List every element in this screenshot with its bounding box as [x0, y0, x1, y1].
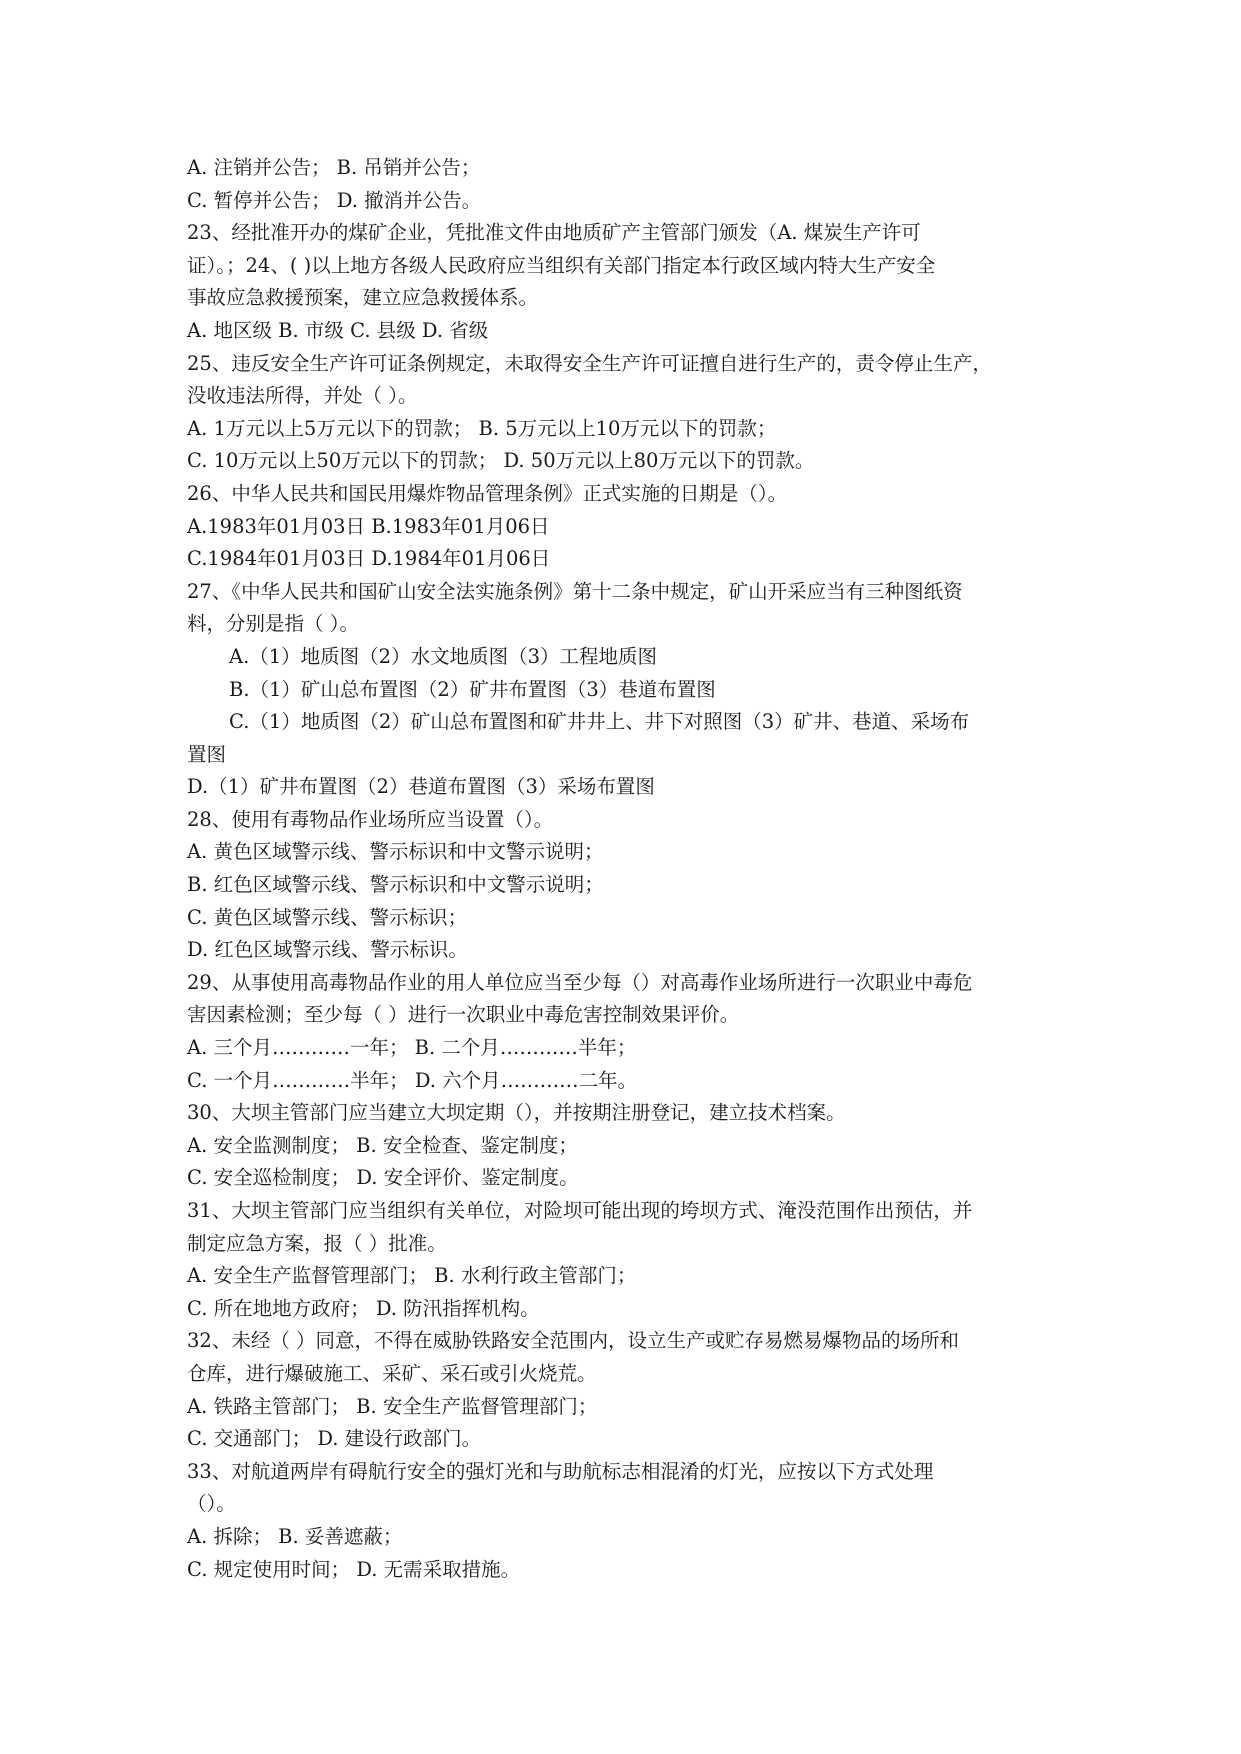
text-line: 没收违法所得，并处（ ）。 — [187, 384, 418, 408]
text-line: C. 暂停并公告； D. 撤消并公告。 — [187, 188, 482, 212]
options-line: C. 所在地地方政府； D. 防汛指挥机构。 — [187, 1296, 540, 1320]
option-c: C.（1）地质图（2）矿山总布置图和矿井井上、井下对照图（3）矿井、巷道、采场布 — [229, 710, 970, 734]
options-line: A. 铁路主管部门； B. 安全生产监督管理部门； — [187, 1394, 598, 1418]
text-line: 仓库，进行爆破施工、采矿、采石或引火烧荒。 — [187, 1361, 597, 1385]
question-27: 27、《中华人民共和国矿山安全法实施条例》第十二条中规定，矿山开采应当有三种图纸资 — [187, 579, 963, 603]
options-line: A. 拆除； B. 妥善遮蔽； — [187, 1524, 403, 1548]
question-32: 32、未经（ ）同意，不得在威胁铁路安全范围内，设立生产或贮存易燃易爆物品的场所和 — [187, 1329, 960, 1353]
options-line: A. 地区级 B. 市级 C. 县级 D. 省级 — [187, 318, 489, 342]
options-line: C. 一个月…………半年； D. 六个月…………二年。 — [187, 1068, 638, 1092]
options-line: C. 10万元以上50万元以下的罚款； D. 50万元以上80万元以下的罚款。 — [187, 449, 815, 473]
options-line: A. 三个月…………一年； B. 二个月…………半年； — [187, 1036, 637, 1060]
options-line: A. 安全生产监督管理部门； B. 水利行政主管部门； — [187, 1264, 637, 1288]
question-33: 33、对航道两岸有碍航行安全的强灯光和与助航标志相混淆的灯光，应按以下方式处理 — [187, 1459, 934, 1483]
question-31: 31、大坝主管部门应当组织有关单位，对险坝可能出现的垮坝方式、淹没范围作出预估，并 — [187, 1199, 973, 1222]
option-b: B. 红色区域警示线、警示标识和中文警示说明； — [187, 873, 604, 897]
text-line: （）。 — [187, 1492, 236, 1516]
text-line: A. 注销并公告； B. 吊销并公告； — [187, 156, 481, 179]
document-page — [187, 152, 1057, 1586]
text-line: 料，分别是指（ ）。 — [187, 612, 359, 636]
question-23: 23、经批准开办的煤矿企业，凭批准文件由地质矿产主管部门颁发（A. 煤炭生产许可 — [187, 221, 921, 245]
option-a: A. 黄色区域警示线、警示标识和中文警示说明； — [187, 840, 604, 864]
options-line: A.1983年01月03日 B.1983年01月06日 — [187, 514, 550, 538]
text-line: 害因素检测；至少每（ ）进行一次职业中毒危害控制效果评价。 — [187, 1003, 740, 1027]
options-line: C.1984年01月03日 D.1984年01月06日 — [187, 547, 551, 571]
option-d: D. 红色区域警示线、警示标识。 — [187, 938, 468, 962]
text-line: 置图 — [187, 742, 227, 766]
option-c: C. 黄色区域警示线、警示标识； — [187, 905, 468, 929]
question-30: 30、大坝主管部门应当建立大坝定期（），并按期注册登记，建立技术档案。 — [187, 1101, 846, 1125]
question-29: 29、从事使用高毒物品作业的用人单位应当至少每（）对高毒作业场所进行一次职业中毒危 — [187, 970, 973, 994]
options-line: A. 安全监测制度； B. 安全检查、鉴定制度； — [187, 1133, 578, 1157]
text-line: 事故应急救援预案，建立应急救援体系。 — [187, 286, 539, 310]
options-line: C. 安全巡检制度； D. 安全评价、鉴定制度。 — [187, 1166, 579, 1190]
question-25: 25、违反安全生产许可证条例规定，未取得安全生产许可证擅自进行生产的，责令停止生产， — [187, 351, 992, 375]
options-line: C. 交通部门； D. 建设行政部门。 — [187, 1427, 482, 1451]
options-line: C. 规定使用时间； D. 无需采取措施。 — [187, 1557, 521, 1581]
option-b: B.（1）矿山总布置图（2）矿井布置图（3）巷道布置图 — [229, 677, 716, 701]
question-28: 28、使用有毒物品作业场所应当设置（）。 — [187, 807, 554, 831]
question-26: 26、中华人民共和国民用爆炸物品管理条例》正式实施的日期是（）。 — [187, 481, 788, 505]
question-24: 证）。；24、( )以上地方各级人民政府应当组织有关部门指定本行政区域内特大生产安全 — [187, 253, 936, 277]
text-line: 制定应急方案，报（ ）批准。 — [187, 1231, 447, 1255]
option-d: D.（1）矿井布置图（2）巷道布置图（3）采场布置图 — [187, 775, 655, 799]
option-a: A.（1）地质图（2）水文地质图（3）工程地质图 — [229, 644, 658, 668]
options-line: A. 1万元以上5万元以下的罚款； B. 5万元以上10万元以下的罚款； — [187, 416, 777, 440]
